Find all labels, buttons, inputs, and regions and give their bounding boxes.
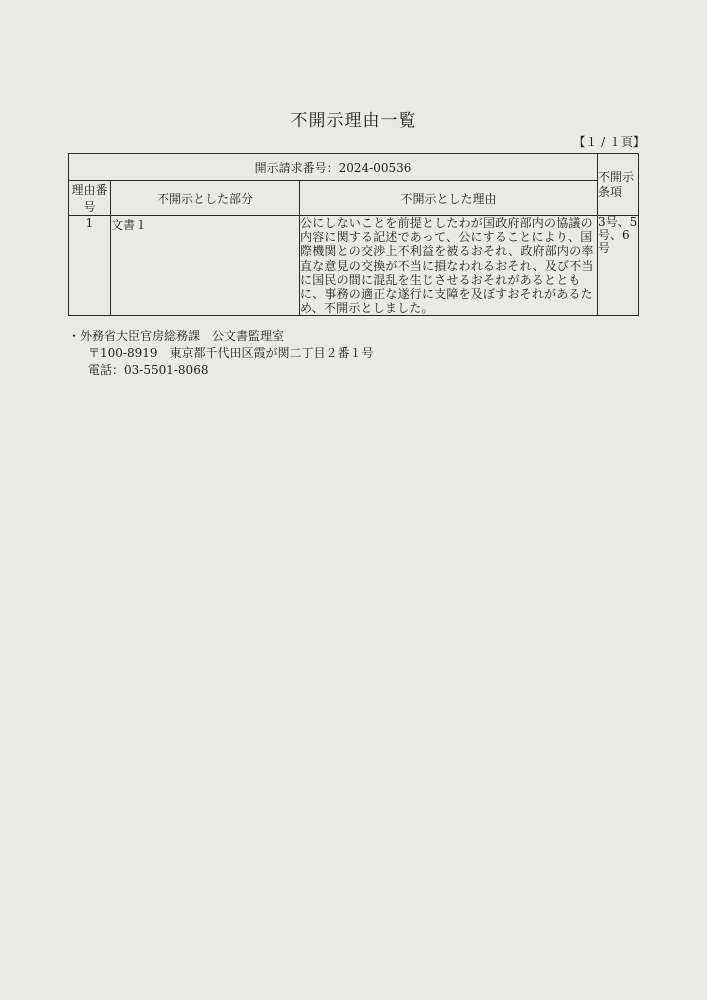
contact-phone: 電話：03-5501-8068 <box>88 363 209 377</box>
row-clause: 3号、5号、6号 <box>598 216 639 316</box>
contact-address: 〒100-8919 東京都千代田区霞が関二丁目２番１号 <box>88 346 374 360</box>
header-reason: 不開示とした理由 <box>300 181 598 216</box>
request-number: 開示請求番号：2024-00536 <box>69 154 598 181</box>
row-part: 文書１ <box>111 216 300 316</box>
request-number-row <box>69 154 639 181</box>
table-header-row <box>69 181 639 216</box>
header-no: 理由番号 <box>69 181 111 216</box>
row-reason: 公にしないことを前提としたわが国政府部内の協議の内容に関する記述であって、公にすることにより、国際機関との交渉上不利益を被るおそれ、政府部内の率直な意見の交換が不当に損なわれるおそれ、及び不当に国民の間に混乱を生じさせるおそれがあるとともに、事務の適正な遂行に支障を及ぼすおそれがあるため、不開示としました。 <box>300 216 598 316</box>
contact-department: ・外務省大臣官房総務課 公文書監理室 <box>68 329 285 343</box>
page-title: 不開示理由一覧 <box>290 111 417 131</box>
page-indicator: 【１ / １頁】 <box>573 135 645 149</box>
nondisclosure-reasons-table <box>68 153 639 316</box>
header-clause: 不開示条項 <box>598 154 639 216</box>
contact-info <box>68 328 374 379</box>
table-row <box>69 216 639 316</box>
header-part: 不開示とした部分 <box>111 181 300 216</box>
row-no: 1 <box>69 216 111 316</box>
